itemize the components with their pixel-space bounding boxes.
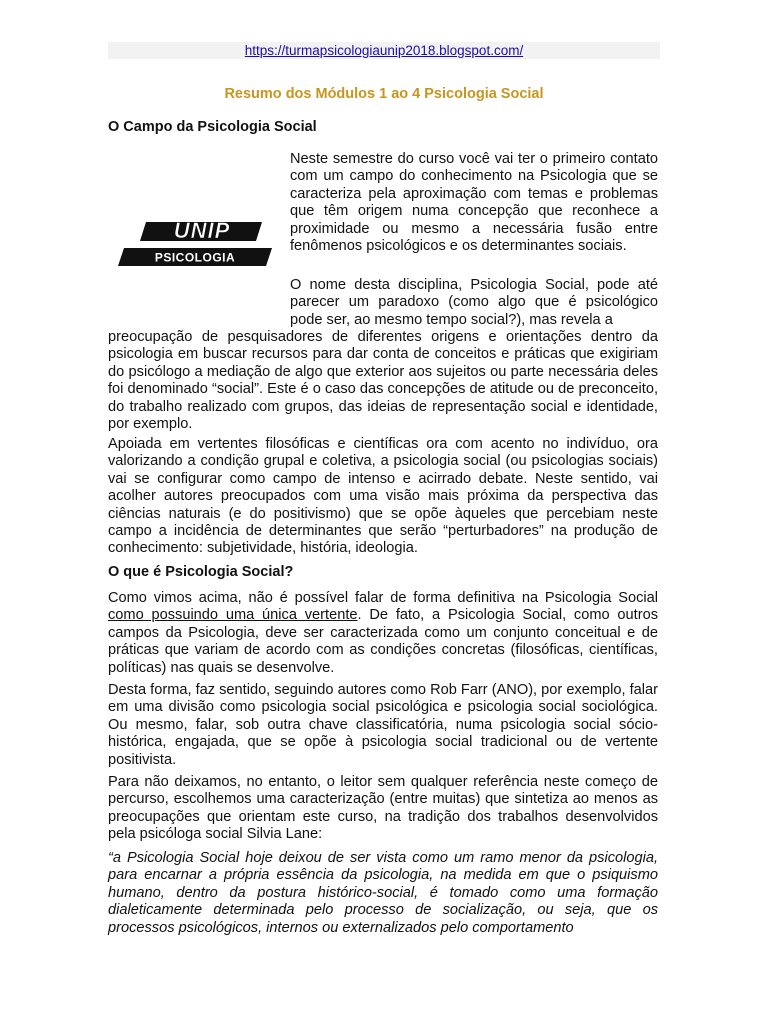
quote-lane: “a Psicologia Social hoje deixou de ser vista como um ramo menor da psicologia, para encarnar a própria essência da psicologia, na medida em que o psiquismo humano, dentro da postura histórico-social, é tomado como uma formação dialeticamente determinada pelo processo de socialização, ou seja, que os processos psicológicos, internos ou externalizados pelo comportamento bbox=[108, 850, 658, 936]
blog-url-link[interactable]: https://turmapsicologiaunip2018.blogspot.com/ bbox=[244, 43, 524, 58]
paragraph-paradox-start: O nome desta disciplina, Psicologia Social, pode até parecer um paradoxo (como algo que é psicológico pode ser, ao mesmo tempo social?), mas revela a bbox=[290, 277, 658, 328]
vertentes-text-2: . De fato, a Psicologia Social, como outros campos da Psicologia, deve ser caracterizada como um conjunto conceitual e de práticas que variam de acordo com as condições concretas (filosóficas, científicas, políticas) nas quais se desenvolve. bbox=[108, 607, 658, 676]
url-header bbox=[108, 42, 660, 59]
document-title: Resumo dos Módulos 1 ao 4 Psicologia Social bbox=[224, 86, 544, 102]
logo-caption: PSICOLOGIA bbox=[154, 250, 236, 265]
unip-psicologia-logo bbox=[118, 214, 272, 268]
logo-wordmark: UNIP bbox=[173, 218, 231, 243]
paragraph-intro: Neste semestre do curso você vai ter o primeiro contato com um campo do conhecimento na Psicologia que se caracteriza pela aproximação com temas e problemas que têm origem numa concepção que reconhece a proximidade ou mesmo a necessária fusão entre fenômenos psicológicos e os determinantes sociais. bbox=[290, 151, 658, 255]
paragraph-debate: Apoiada em vertentes filosóficas e científicas ora com acento no indivíduo, ora valorizando a condição grupal e coletiva, a psicologia social (ou psicologias sociais) vai se configurar como campo de intenso e acirrado debate. Neste sentido, vai acolher autores preocupados com uma visão mais próxima da perspectiva das ciências naturais (e do positivismo) que se opõe àqueles que percebiam neste campo a incidência de determinantes que serão “perturbadores” na produção de conhecimento: subjetividade, história, ideologia. bbox=[108, 436, 658, 557]
paragraph-vertentes bbox=[108, 590, 658, 677]
section-heading-campo: O Campo da Psicologia Social bbox=[108, 119, 317, 135]
vertentes-underlined: como possuindo uma única vertente bbox=[108, 607, 358, 624]
section-heading-what-is: O que é Psicologia Social? bbox=[108, 564, 294, 580]
paragraph-farr: Desta forma, faz sentido, seguindo autores como Rob Farr (ANO), por exemplo, falar em uma divisão como psicologia social psicológica e psicologia social sociológica. Ou mesmo, falar, sob outra chave classificatória, numa psicologia social sócio-histórica, engajada, que se opõe à psicologia social tradicional ou de vertente positivista. bbox=[108, 682, 658, 768]
vertentes-text-1: Como vimos acima, não é possível falar de forma definitiva na Psicologia Social bbox=[108, 590, 658, 606]
paragraph-lane: Para não deixamos, no entanto, o leitor sem qualquer referência neste começo de percurso, escolhemos uma caracterização (entre muitas) que sintetiza ao menos as preocupações que orientam este curso, na tradição dos trabalhos desenvolvidos pela psicóloga social Silvia Lane: bbox=[108, 774, 658, 843]
paragraph-paradox-cont: preocupação de pesquisadores de diferentes origens e orientações dentro da psicologia em buscar recursos para dar conta de conceitos e práticas que exigiriam do psicólogo a mediação de algo que exterior aos sujeitos ou parte necessária deles foi denominado “social”. Este é o caso das concepções de atitude ou de preconceito, do trabalho realizado com grupos, das ideias de representação social e identidade, por exemplo. bbox=[108, 329, 658, 433]
